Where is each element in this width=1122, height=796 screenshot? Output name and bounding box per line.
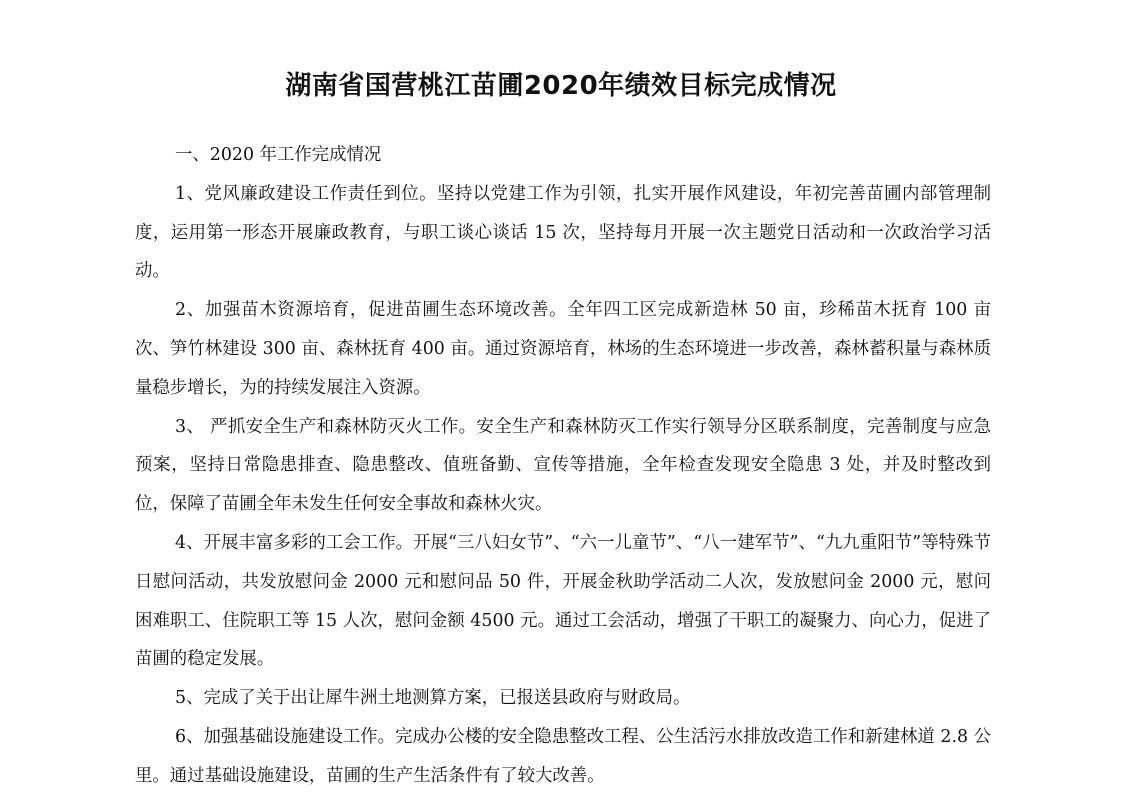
paragraph-2: 2、加强苗木资源培育，促进苗圃生态环境改善。全年四工区完成新造林 50 亩，珍稀苗木抚育 100 亩次、笋竹林建设 300 亩、森林抚育 400 亩。通过资源培育，林场的生态环境进一步改善，森林蓄积量与森林质量稳步增长，为的持续发展注入资源。	[135, 300, 991, 398]
paragraph-5: 5、完成了关于出让犀牛洲土地测算方案，已报送县政府与财政局。	[175, 688, 691, 709]
paragraph-3: 3、 严抓安全生产和森林防灭火工作。安全生产和森林防灭工作实行领导分区联系制度，完善制度与应急预案，坚持日常隐患排查、隐患整改、值班备勤、宣传等措施，全年检查发现安全隐患 3 处，并及时整改到位，保障了苗圃全年未发生任何安全事故和森林火灾。	[135, 416, 991, 515]
paragraph-1: 1、党风廉政建设工作责任到位。坚持以党建工作为引领，扎实开展作风建设，年初完善苗圃内部管理制度，运用第一形态开展廉政教育，与职工谈心谈话 15 次，坚持每月开展一次主题党日活动和一次政治学习活动。	[135, 183, 991, 282]
document-body	[135, 136, 991, 796]
document-title: 湖南省国营桃江苗圃2020年绩效目标完成情况	[285, 71, 837, 101]
paragraph-4: 4、开展丰富多彩的工会工作。开展“三八妇女节”、“六一儿童节”、“八一建军节”、“九九重阳节”等特殊节日慰问活动，共发放慰问金 2000 元和慰问品 50 件，开展金秋助学活动二人次，发放慰问金 2000 元，慰问困难职工、住院职工等 15 人次，慰问金额 4500 元。通过工会活动，增强了干职工的凝聚力、向心力，促进了苗圃的稳定发展。	[135, 532, 991, 670]
section-heading: 一、2020 年工作完成情况	[175, 145, 382, 165]
paragraph-6: 6、加强基础设施建设工作。完成办公楼的安全隐患整改工程、公生活污水排放改造工作和新建林道 2.8 公里。通过基础设施建设，苗圃的生产生活条件有了较大改善。	[135, 726, 991, 786]
